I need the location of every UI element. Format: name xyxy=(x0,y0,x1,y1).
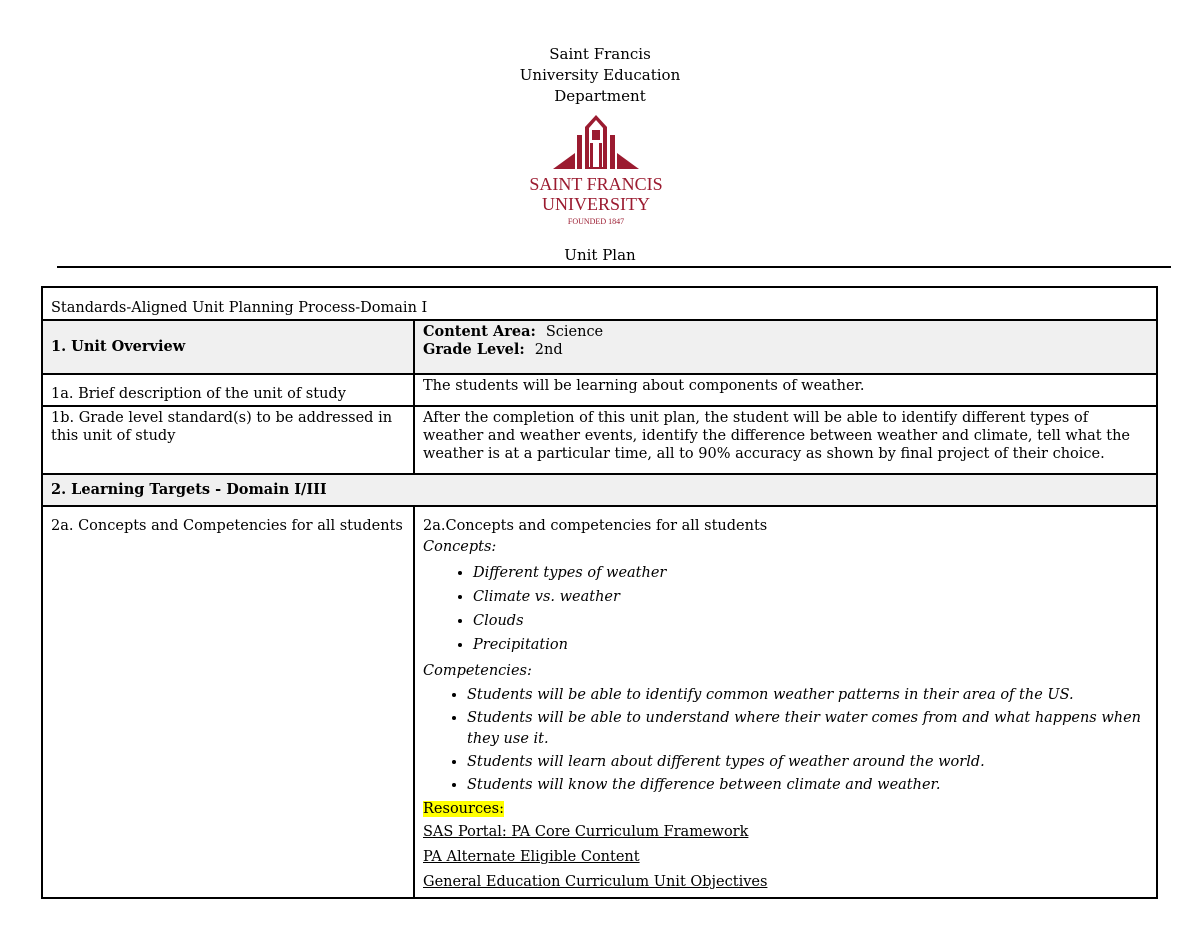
list-item: • Students will be able to identify common weather patterns in their area of the US. xyxy=(467,685,1148,706)
competencies-list xyxy=(423,685,1148,796)
header-line-2: University Education xyxy=(519,66,681,84)
row-2a-cell xyxy=(414,506,1157,898)
row-1a-value: The students will be learning about components of weather. xyxy=(414,374,1157,406)
content-area-value: Science xyxy=(545,324,604,340)
list-item: • Different types of weather xyxy=(473,561,1148,585)
resources-label: Resources: xyxy=(423,801,504,817)
list-item: • Students will be able to understand where their water comes from and what happens when they use it. xyxy=(467,708,1148,750)
list-item: • Climate vs. weather xyxy=(473,585,1148,609)
list-item: • Students will learn about different types of weather around the world. xyxy=(467,752,1148,773)
concepts-label: Concepts: xyxy=(423,539,497,555)
resource-link-gen-ed[interactable]: General Education Curriculum Unit Objectives xyxy=(423,874,768,890)
logo-text-2: UNIVERSITY xyxy=(542,194,650,214)
section-2-header: 2. Learning Targets - Domain I/III xyxy=(42,474,1157,506)
content-area-label: Content Area: xyxy=(423,323,536,340)
unit-plan-table xyxy=(41,286,1158,899)
row-2a-label: 2a. Concepts and Competencies for all students xyxy=(42,506,414,898)
grade-level-value: 2nd xyxy=(534,342,563,358)
document-title: Unit Plan xyxy=(564,246,636,264)
logo-text-1: SAINT FRANCIS xyxy=(529,174,663,194)
university-logo xyxy=(515,113,677,229)
row-2a-heading: 2a.Concepts and competencies for all students xyxy=(423,518,768,534)
header-line-3: Department xyxy=(554,87,646,105)
row-1b-label: 1b. Grade level standard(s) to be addressed in this unit of study xyxy=(42,406,414,474)
grade-level-label: Grade Level: xyxy=(423,341,525,358)
row-1a-label: 1a. Brief description of the unit of study xyxy=(42,374,414,406)
resource-link-sas-portal[interactable]: SAS Portal: PA Core Curriculum Framework xyxy=(423,824,749,840)
unit-overview-label: 1. Unit Overview xyxy=(42,320,414,374)
unit-overview-cell xyxy=(414,320,1157,374)
list-item: • Precipitation xyxy=(473,633,1148,657)
concepts-list xyxy=(423,561,1148,657)
department-header xyxy=(0,44,1200,107)
header-line-1: Saint Francis xyxy=(549,45,651,63)
list-item: • Clouds xyxy=(473,609,1148,633)
resource-link-pa-alternate[interactable]: PA Alternate Eligible Content xyxy=(423,849,640,865)
list-item: • Students will know the difference between climate and weather. xyxy=(467,775,1148,796)
row-1b-value: After the completion of this unit plan, the student will be able to identify different types of weather and weather events, identify the difference between weather and climate, tell what the weather is at a particular time, all to 90% accuracy as shown by final project of their choice. xyxy=(414,406,1157,474)
title-divider xyxy=(57,266,1171,268)
table-caption: Standards-Aligned Unit Planning Process-Domain I xyxy=(42,287,1157,320)
logo-text-3: FOUNDED 1847 xyxy=(567,217,625,226)
competencies-label: Competencies: xyxy=(423,663,532,679)
